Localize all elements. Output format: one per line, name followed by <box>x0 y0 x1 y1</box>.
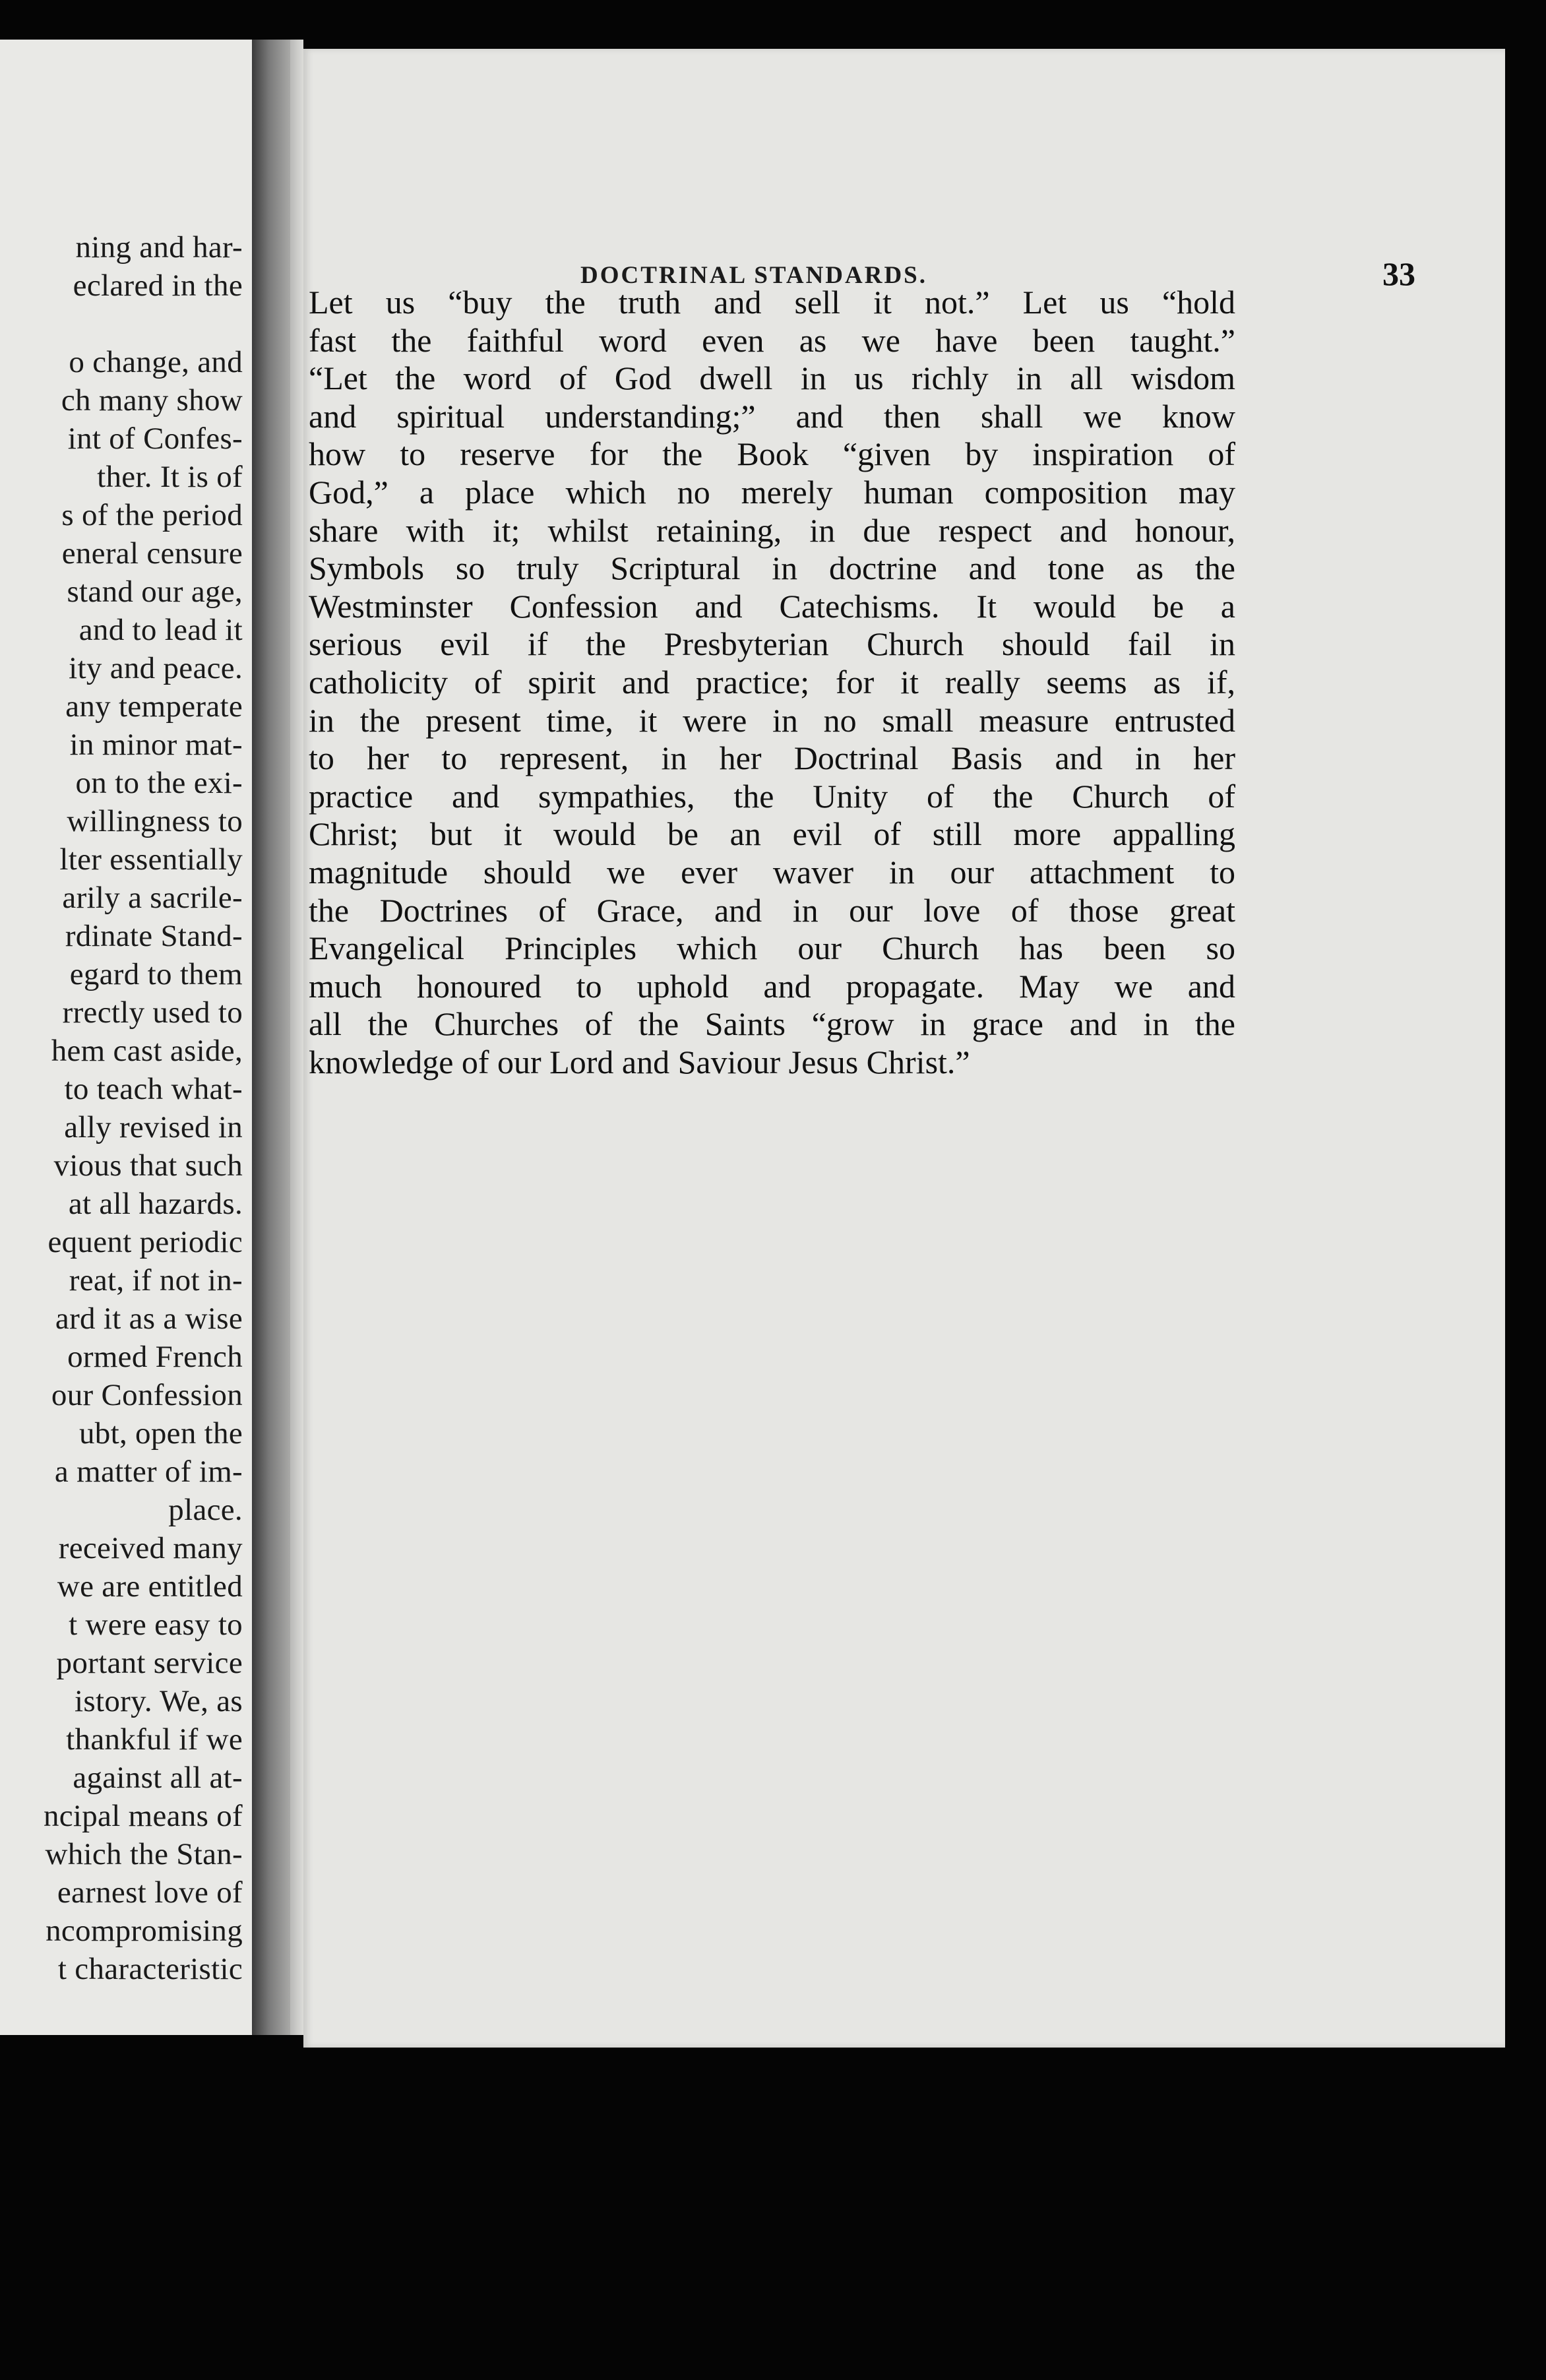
left-page-line: eneral censure <box>61 536 243 571</box>
text-line: “Let the word of God dwell in us richly in all wisdom <box>309 360 1235 397</box>
left-page-line: received many <box>58 1531 243 1565</box>
text-line: God,” a place which no merely human composition may <box>309 473 1235 511</box>
left-page-line: rrectly used to <box>62 995 243 1030</box>
left-page-line: against all at- <box>73 1761 243 1795</box>
left-page-line: ubt, open the <box>79 1416 243 1451</box>
left-page-line: arily a sacrile- <box>62 881 243 915</box>
left-page-line: istory. We, as <box>75 1684 243 1718</box>
left-page-line: a matter of im- <box>54 1455 243 1489</box>
running-head <box>303 207 1505 292</box>
left-facing-page <box>0 40 252 2035</box>
left-page-line: t characteristic <box>57 1952 243 1986</box>
left-page-line: our Confession <box>51 1378 243 1412</box>
left-page-line: which the Stan- <box>45 1837 243 1871</box>
binding-gutter <box>252 40 290 2035</box>
left-page-line: egard to them <box>69 957 243 991</box>
left-page-line: we are entitled <box>57 1569 243 1604</box>
left-page-line: ncipal means of <box>43 1799 243 1833</box>
left-page-line: equent periodic <box>47 1225 243 1259</box>
left-page-line: reat, if not in- <box>69 1263 243 1298</box>
text-line: Symbols so truly Scriptural in doctrine and tone as the <box>309 549 1235 587</box>
left-page-line: and to lead it <box>78 613 243 647</box>
text-line: fast the faithful word even as we have been taught.” <box>309 321 1235 359</box>
left-page-line: willingness to <box>67 804 243 838</box>
left-page-line: in minor mat- <box>69 728 243 762</box>
running-title: DOCTRINAL STANDARDS. <box>580 262 928 289</box>
left-page-line: ch many show <box>61 383 243 418</box>
text-line: serious evil if the Presbyterian Church should fail in <box>309 625 1235 663</box>
text-line: Evangelical Principles which our Church has been so <box>309 929 1235 967</box>
left-page-text <box>0 228 243 1988</box>
left-page-line: ally revised in <box>64 1110 243 1144</box>
left-page-line: rdinate Stand- <box>65 919 243 953</box>
left-page-line: ncompromising <box>46 1914 243 1948</box>
left-page-line: t were easy to <box>69 1608 243 1642</box>
left-page-line: to teach what- <box>64 1072 243 1106</box>
left-page-line: ning and har- <box>75 230 243 265</box>
left-page-line: lter essentially <box>59 842 243 877</box>
left-page-line: eclared in the <box>73 268 243 303</box>
left-page-line: stand our age, <box>67 575 243 609</box>
left-page-line: ther. It is of <box>97 460 243 494</box>
left-page-line: hem cast aside, <box>51 1034 243 1068</box>
scan-border <box>0 2048 1546 2380</box>
text-line: Let us “buy the truth and sell it not.” Let us “hold <box>309 284 1235 321</box>
page-number: 33 <box>1382 255 1415 292</box>
text-line: practice and sympathies, the Unity of the Church of <box>309 777 1235 815</box>
left-page-line: o change, and <box>69 345 243 379</box>
left-page-line <box>0 305 243 343</box>
body-paragraph <box>309 284 1235 1081</box>
text-line: how to reserve for the Book “given by inspiration of <box>309 435 1235 473</box>
left-page-line: on to the exi- <box>75 766 243 800</box>
left-page-line: thankful if we <box>66 1722 243 1757</box>
left-page-line: int of Confes- <box>67 422 243 456</box>
left-page-line: ard it as a wise <box>55 1301 243 1336</box>
left-page-line: ormed French <box>67 1340 243 1374</box>
left-page-line: portant service <box>56 1646 243 1680</box>
text-line: catholicity of spirit and practice; for it really seems as if, <box>309 663 1235 701</box>
binding-gutter-edge <box>290 40 303 2035</box>
text-line: Christ; but it would be an evil of still more appalling <box>309 815 1235 853</box>
text-line: much honoured to uphold and propagate. May we and <box>309 967 1235 1005</box>
text-line: the Doctrines of Grace, and in our love of those great <box>309 891 1235 929</box>
text-line: to her to represent, in her Doctrinal Basis and in her <box>309 739 1235 777</box>
left-page-line: vious that such <box>53 1148 243 1183</box>
left-page-line: earnest love of <box>57 1875 243 1910</box>
text-line: Westminster Confession and Catechisms. It would be a <box>309 587 1235 625</box>
left-page-line: ity and peace. <box>69 651 243 685</box>
text-line: knowledge of our Lord and Saviour Jesus Christ.” <box>309 1043 970 1080</box>
right-page <box>303 49 1505 2048</box>
left-page-line: at all hazards. <box>68 1187 243 1221</box>
left-page-line: place. <box>168 1493 243 1527</box>
text-line: share with it; whilst retaining, in due respect and honour, <box>309 511 1235 549</box>
text-line: all the Churches of the Saints “grow in grace and in the <box>309 1005 1235 1043</box>
left-page-line: s of the period <box>61 498 243 532</box>
text-line: in the present time, it were in no small measure entrusted <box>309 701 1235 739</box>
text-line: and spiritual understanding;” and then shall we know <box>309 397 1235 435</box>
text-line: magnitude should we ever waver in our attachment to <box>309 853 1235 891</box>
left-page-line: any temperate <box>65 689 243 724</box>
